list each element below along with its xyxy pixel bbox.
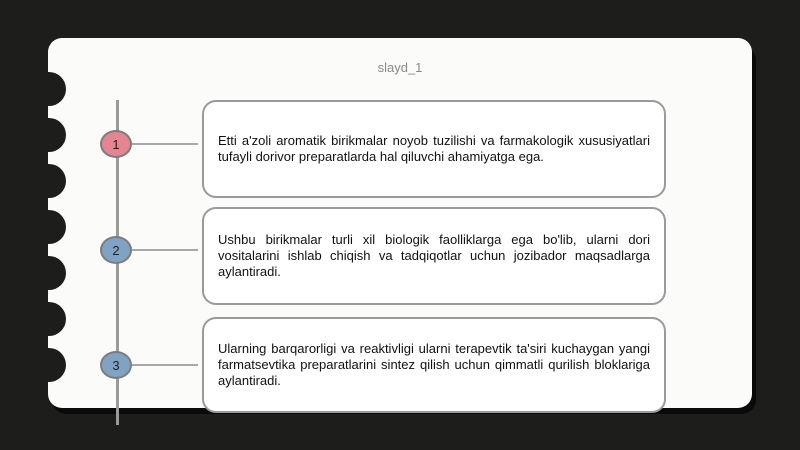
binder-hole bbox=[48, 164, 66, 198]
timeline-card-2 bbox=[202, 207, 666, 305]
timeline-card-1 bbox=[202, 100, 666, 198]
timeline-connector bbox=[132, 364, 198, 366]
timeline-node-2: 2 bbox=[100, 236, 132, 264]
timeline-card-text: Etti a'zoli aromatik birikmalar noyob tuzilishi va farmakologik xususiyatlari tufayli dorivor preparatlarda hal qiluvchi ahamiyatga ega. bbox=[218, 133, 650, 164]
timeline-connector bbox=[132, 143, 198, 145]
timeline-node-1: 1 bbox=[100, 130, 132, 158]
binder-hole bbox=[48, 302, 66, 336]
timeline-connector bbox=[132, 249, 198, 251]
timeline-card-3 bbox=[202, 317, 666, 413]
timeline-card-text: Ushbu birikmalar turli xil biologik faolliklarga ega bo'lib, ularni dori vositalarini ishlab chiqish va tadqiqotlar uchun jozibador maqsadlarga aylantiradi. bbox=[218, 232, 650, 279]
timeline-node-3: 3 bbox=[100, 351, 132, 379]
binder-hole bbox=[48, 118, 66, 152]
binder-hole bbox=[48, 256, 66, 290]
binder-hole bbox=[48, 72, 66, 106]
binder-hole bbox=[48, 210, 66, 244]
timeline-card-text: Ularning barqarorligi va reaktivligi ularni terapevtik ta'siri kuchaygan yangi farmatsevtika preparatlarini sintez qilish uchun qimmatli qurilish bloklariga aylantiradi. bbox=[218, 341, 650, 388]
binder-hole bbox=[48, 348, 66, 382]
slide-title: slayd_1 bbox=[377, 60, 423, 75]
